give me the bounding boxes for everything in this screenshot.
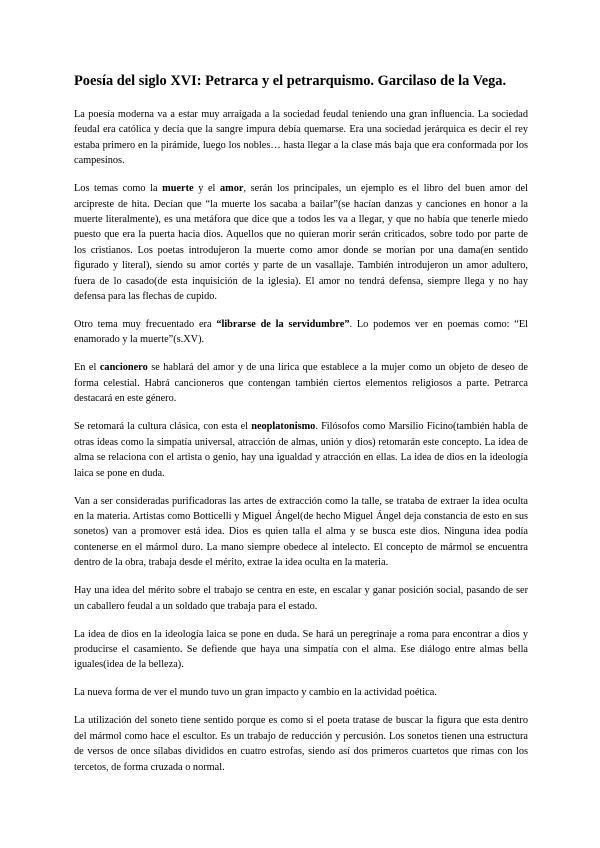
document-title: Poesía del siglo XVI: Petrarca y el petrarquismo. Garcilaso de la Vega. (74, 73, 507, 89)
paragraph-4-bold: cancionero (99, 362, 148, 374)
paragraph-5 (74, 419, 528, 481)
paragraph-4-text-c: se hablará del amor y de una lírica que establece a la mujer como un objeto de deseo de forma celestial. Habrá cancioneros que contengan también ciertos elementos religiosos a parte. Petrarca destacará en este género. (74, 362, 528, 405)
paragraph-5-text-c: . Filósofos como Marsilio Ficino(también habla de otras ideas como la simpatía universal, atracción de almas, unión y dios) retomarán este concepto. La idea de alma se relaciona con el artista o genio, hay una igualdad y atracción en ellas. La idea de dios en la ideología laica se pone en duda. (74, 421, 528, 479)
paragraph-2-text-a: Los temas como la (74, 183, 163, 195)
paragraph-8: La idea de dios en la ideología laica se pone en duda. Se hará un peregrinaje a roma para encontrar a dios y producirse el casamiento. Se defiende que haya una simpatía con el alma. Ese diálogo entre almas bella iguales(idea de la belleza). (74, 628, 528, 671)
paragraph-5-text-a: Se retomará la cultura clásica, con esta el (74, 421, 252, 433)
document-page (74, 72, 528, 788)
paragraph-2 (74, 181, 528, 304)
paragraph-1: La poesía moderna va a estar muy arraigada a la sociedad feudal teniendo una gran influencia. La sociedad feudal era católica y decía que la sangre impura debía quemarse. Era una sociedad jerárquica es decir el rey estaba primero en la pirámide, luego los nobles… hasta llegar a la clase más baja que era conformada por los campesinos. (74, 109, 528, 167)
paragraph-2-bold-amor: amor (220, 183, 244, 195)
paragraph-2-text-c: y el (193, 183, 221, 195)
paragraph-3-text-c: . Lo podemos ver en poemas como: “El enamorado y la muerte”(s.XV). (74, 319, 528, 346)
paragraph-7: Hay una idea del mérito sobre el trabajo se centra en este, en escalar y ganar posición social, pasando de ser un caballero feudal a un soldado que trabaja para el estado. (74, 585, 528, 612)
paragraph-5-bold: neoplatonismo (251, 421, 316, 433)
paragraph-9: La nueva forma de ver el mundo tuvo un gran impacto y cambio en la actividad poética. (74, 687, 437, 699)
paragraph-2-text-d: , serán los principales, un ejemplo es el libro del buen amor del arcipreste de hita. Decían que “la muerte los sacaba a bailar”(se hacían danzas y canciones en honor a la muerte literalmente), es una metáfora que dice que a todos les va a llegar, y que no había que tenerle miedo puesto que era la puerta hacia dios. Aquellos que no quieran morir serán criticados, sobre todo por parte de los cristianos. Los poetas introdujeron la muerte como amor donde se morían por una dama(en sentido figurado y literal), siendo su amor cortés y parte de un vasallaje. También introdujeron un amor adultero, fuera de lo casado(de esta inquisición de la iglesia). El amor no tendrá defensa, siempre llega y no hay defensa para las flechas de cupido. (74, 183, 528, 303)
paragraph-3-bold: “librarse de la servidumbre” (216, 319, 350, 331)
paragraph-3 (74, 317, 528, 348)
paragraph-6: Van a ser consideradas purificadoras las artes de extracción como la talle, se trataba de extraer la idea oculta en la materia. Artistas como Botticelli y Miguel Ángel(de hecho Miguel Ángel deja constancia de esto en sus sonetos) van a promover está idea. Dios es quien talla el alma y se busca este dios. Ninguna idea podía contenerse en el mármol duro. La mano siempre obedece al intelecto. El concepto de mármol se encuentra dentro de la obra, trabaja desde el mérito, extrae la idea oculta en la materia. (74, 495, 528, 569)
paragraph-3-text-a: Otro tema muy frecuentado era (74, 319, 217, 331)
paragraph-4 (74, 360, 528, 406)
paragraph-10: La utilización del soneto tiene sentido porque es como si el poeta tratase de buscar la figura que esta dentro del mármol como hace el escultor. Es un trabajo de reducción y percusión. Los sonetos tienen una estructura de versos de once sílabas divididos en cuatro estrofas, siendo así dos primeros cuartetos que rimas con los tercetos, de forma cruzada o normal. (74, 715, 528, 773)
paragraph-2-bold-muerte: muerte (162, 183, 194, 195)
paragraph-4-text-a: En el (74, 362, 100, 374)
